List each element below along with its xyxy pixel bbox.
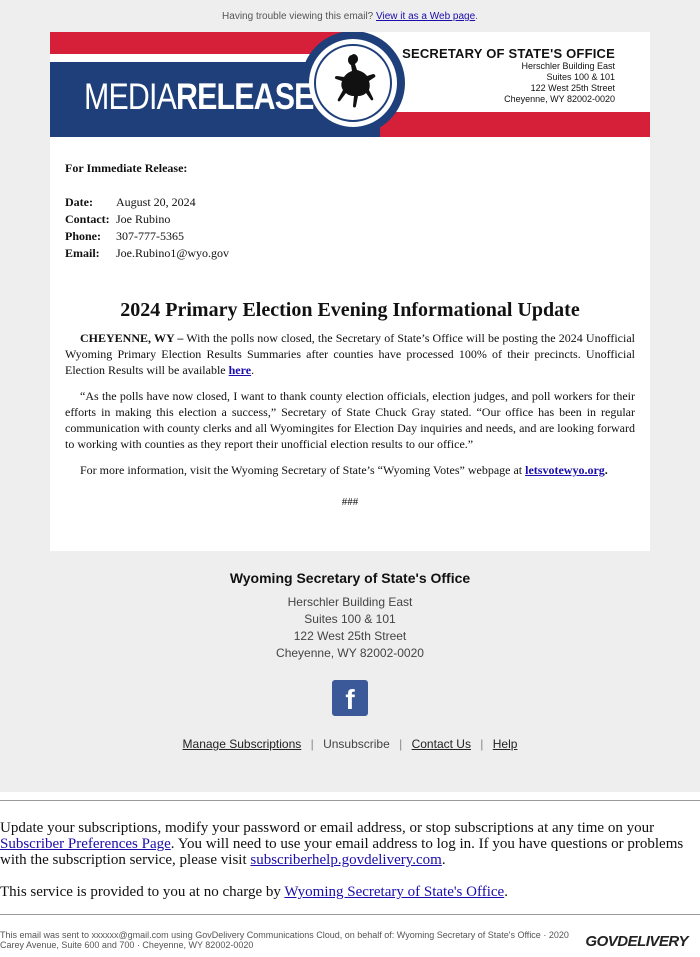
trouble-text: Having trouble viewing this email?	[222, 11, 374, 22]
release-card	[50, 32, 650, 551]
paragraph-2: “As the polls have now closed, I want to thank county election officials, election judges, and poll workers for their efforts in making this election a success,” Secretary of State Chuck Gray stated. “Our office has been in regular communication with county clerks and all Wyomingites for Election Day inquiries and needs, and are looking forward to working with counties as they report their unofficial election results to our office.”	[65, 389, 635, 451]
link-separator: |	[310, 737, 314, 751]
meta-phone: Phone: 307-777-5365	[65, 229, 184, 243]
office-title: SECRETARY OF STATE'S OFFICE	[402, 46, 615, 61]
release-body	[50, 137, 650, 508]
footer-preferences-text: Update your subscriptions, modify your password or email address, or stop subscriptions at any time on your Subscriber Preferences Page. You will need to use your email address to log in. If you have questions or problems with the subscription service, please visit subscriberhelp.govdelivery.com.	[0, 820, 684, 868]
footer-service-text: This service is provided to you at no charge by Wyoming Secretary of State's Office.	[0, 884, 508, 900]
govdelivery-logo[interactable]: GOVDELIVERY	[585, 933, 688, 950]
paragraph-1: CHEYENNE, WY – With the polls now closed, the Secretary of State’s Office will be posting the 2024 Unofficial Wyoming Primary Election Results Summaries after counties have processed 100% of their precincts. Unofficial Election Results will be available here.	[65, 331, 636, 377]
sent-to-text: This email was sent to xxxxxx@gmail.com using GovDelivery Communications Cloud, on behalf of: Wyoming Secretary of State's Office · 2020 Carey Avenue, Suite 600 and 700 · Cheyenne, WY 82002-0020	[0, 930, 569, 950]
media-word: MEDIA	[84, 76, 176, 117]
release-meta	[65, 194, 635, 262]
meta-email: Email: Joe.Rubino1@wyo.gov	[65, 246, 230, 260]
subscriber-preferences-link[interactable]: Subscriber Preferences Page	[0, 836, 171, 852]
wyoming-sos-link[interactable]: Wyoming Secretary of State's Office	[284, 884, 505, 900]
org-address-line-4: Cheyenne, WY 82002-0020	[276, 646, 424, 660]
subscription-links	[0, 737, 700, 751]
release-headline: 2024 Primary Election Evening Informational Update	[120, 299, 580, 321]
end-mark: ###	[341, 496, 359, 508]
release-word: RELEASE	[175, 76, 314, 117]
sent-footer	[0, 914, 700, 957]
unsubscribe-link[interactable]: Unsubscribe	[323, 737, 390, 751]
office-address-line-3: 122 West 25th Street	[530, 83, 615, 93]
office-address-line-1: Herschler Building East	[521, 61, 615, 71]
help-link[interactable]: Help	[492, 737, 518, 751]
office-address-line-2: Suites 100 & 101	[546, 72, 615, 82]
media-release-banner	[50, 32, 650, 137]
meta-contact: Contact: Joe Rubino	[65, 212, 171, 226]
org-address-line-2: Suites 100 & 101	[304, 612, 396, 626]
subscription-footer	[0, 800, 700, 901]
letsvotewyo-link[interactable]: letsvotewyo.org	[525, 463, 605, 477]
view-web-page-link[interactable]: View it as a Web page	[376, 11, 476, 22]
org-name: Wyoming Secretary of State's Office	[229, 570, 471, 586]
office-address-line-4: Cheyenne, WY 82002-0020	[504, 94, 615, 104]
link-separator: |	[480, 737, 484, 751]
dateline: CHEYENNE, WY –	[80, 331, 184, 345]
office-header-block	[402, 46, 615, 105]
manage-subscriptions-link[interactable]: Manage Subscriptions	[182, 737, 302, 751]
meta-date: Date: August 20, 2024	[65, 195, 196, 209]
org-address-line-1: Herschler Building East	[287, 595, 413, 609]
org-address-line-3: 122 West 25th Street	[293, 629, 407, 643]
trouble-period: .	[475, 11, 478, 22]
facebook-icon[interactable]: f	[332, 680, 368, 716]
trouble-viewing-bar	[0, 0, 700, 21]
immediate-release-label: For Immediate Release:	[65, 161, 188, 175]
paragraph-3: For more information, visit the Wyoming Secretary of State’s “Wyoming Votes” webpage at letsvotewyo.org.	[80, 463, 608, 477]
contact-us-link[interactable]: Contact Us	[411, 737, 471, 751]
media-release-title	[84, 76, 314, 118]
subscriber-help-link[interactable]: subscriberhelp.govdelivery.com	[250, 852, 442, 868]
results-here-link[interactable]: here	[228, 363, 252, 377]
bucking-horse-rider-icon	[323, 50, 383, 120]
org-footer	[0, 570, 700, 662]
link-separator: |	[399, 737, 403, 751]
